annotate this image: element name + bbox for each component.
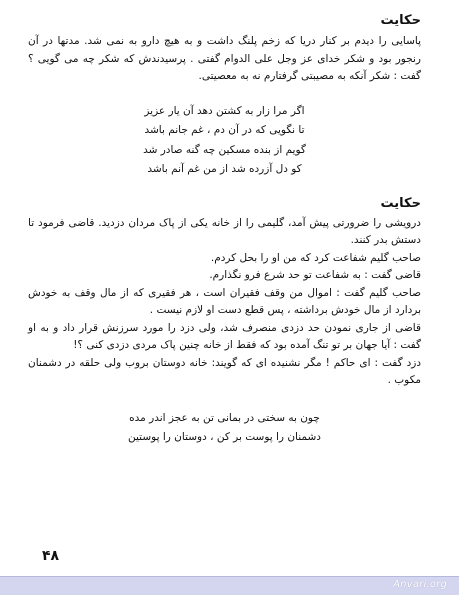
poem-line: کو دل آزرده شد از من غم آنم باشد <box>147 163 302 175</box>
poem-line: تا نگویی که در آن دم ، غم جانم باشد <box>144 124 305 136</box>
story2-line: درویشی را ضرورتی پیش آمد، گلیمی را از خانه یکی از پاک مردان دزدید. قاضی فرمود تا دستش بدر کنند. <box>28 216 421 246</box>
story2-line: صاحب گلیم گفت : اموال من وقف فقیران است ، هر فقیری که از مال وقف به خودش بردارد از مال خودش برداشته ، پس قطع دست او لازم نیست . <box>28 286 421 316</box>
story2-line: قاضی گفت : به شفاعت تو حد شرع فرو نگذارم. <box>209 269 421 281</box>
story2-line: قاضی از جاری نمودن حد دزدی منصرف شد، ولی دزد را مورد سرزنش قرار داد و به او گفت : آیا جهان بر تو تنگ آمده بود که فقط از خانه چنین پاک مردی دزدی کنی ؟! <box>28 321 421 351</box>
poem-line: چون به سختی در بمانی تن به عجز اندر مده <box>129 411 320 424</box>
story1-paragraph: پاسایی را دیدم بر کنار دریا که زخم پلنگ داشت و به هیچ دارو به نمی شد. مدتها در آن رنجور بود و شکر خدای عز وجل علی الدوام گفتی . پرسیدندش که شکر چه می گویی ؟ گفت : شکر آنکه به مصیبتی گرفتارم نه به معصیتی. <box>28 35 421 82</box>
story1-heading: حکایت <box>380 13 421 28</box>
story1-poem <box>28 102 421 180</box>
footer-bar <box>0 576 459 595</box>
story2-body <box>28 215 421 390</box>
poem-line: گویم از بنده مسکین چه گنه صادر شد <box>143 143 306 156</box>
story2-line: دزد گفت : ای حاکم ! مگر نشنیده ای که گویند: خانه دوستان بروب ولی حلقه در دشمنان مکوب . <box>28 356 421 386</box>
page-number: ۴۸ <box>42 548 60 564</box>
poem-line: اگر مرا زار به کشتن دهد آن یار عزیز <box>144 104 305 117</box>
poem-line: دشمنان را پوست بر کن ، دوستان را پوستین <box>128 431 321 443</box>
story2-heading: حکایت <box>380 195 421 211</box>
page-content <box>28 12 421 448</box>
story2-line: صاحب گلیم شفاعت کرد که من او را بحل کردم. <box>210 251 421 264</box>
watermark-text: Anvari.org <box>393 579 447 590</box>
story2-poem <box>28 409 421 448</box>
